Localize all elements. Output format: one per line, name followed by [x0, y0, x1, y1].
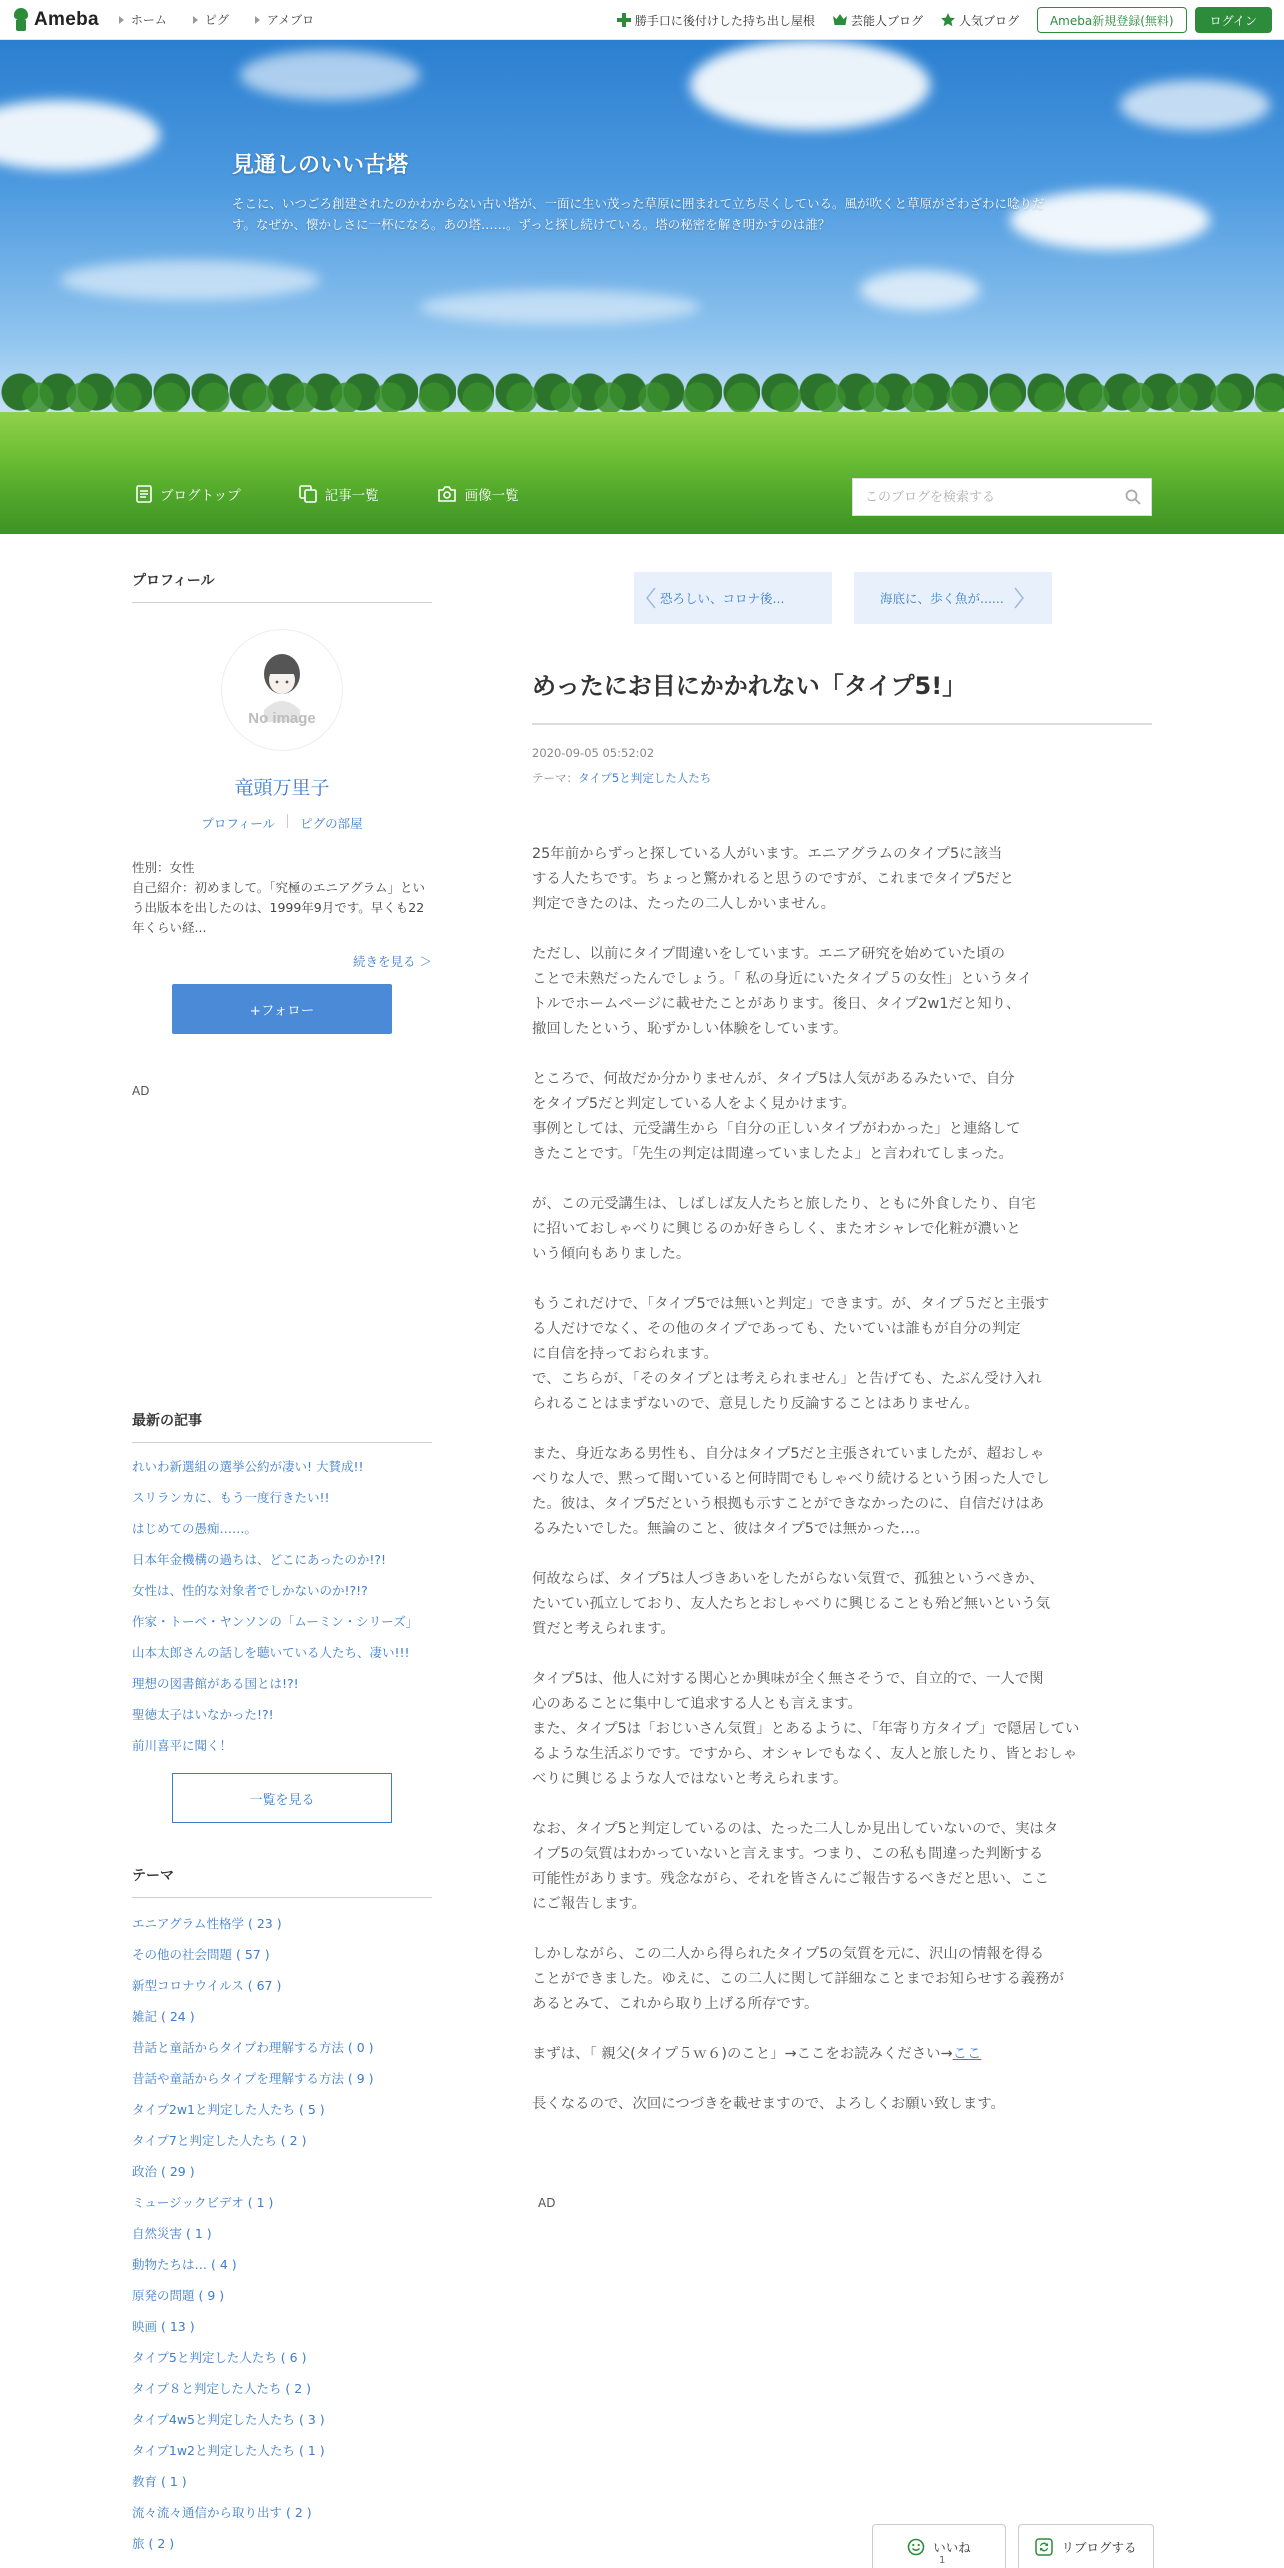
profile-more-link[interactable]: 続きを見る ＞ — [353, 954, 432, 969]
blog-description: そこに、いつごろ創建されたのかわからない古い塔が、一面に生い茂った草原に囲まれて立ち尽くしている。風が吹くと草原がざわざわに唸りだす。なぜか、懐かしさに一杯になる。あの塔……。ずっと探し続けている。塔の秘密を解き明かすのは誰？ — [232, 196, 1045, 232]
entry-line: 事例としては、元受講生から「自分の正しいタイプがわかった」と連絡して — [532, 1121, 1021, 1137]
entry-line: るような生活ぶりです。ですから、オシャレでもなく、友人と旅したり、皆とおしゃ — [532, 1746, 1078, 1762]
entry-line: べりな人で、黙って聞いていると何時間でもしゃべり続けるという困った人でし — [532, 1471, 1050, 1487]
entry-line: 判定できたのは、たったの二人しかいません。 — [532, 896, 836, 912]
theme-link[interactable]: エニアグラム性格学 ( 23 ) — [132, 1916, 282, 1931]
cloud-decoration — [60, 260, 320, 300]
entry-line: トルでホームページに載せたことがあります。後日、タイプ2w1だと知り、 — [532, 996, 1021, 1012]
entry-list-link[interactable] — [299, 484, 379, 504]
recent-entry-link[interactable]: 日本年金機構の過ちは、どこにあったのか!?! — [132, 1552, 387, 1567]
follow-button[interactable]: +フォロー — [172, 984, 392, 1034]
theme-link[interactable]: 教育 ( 1 ) — [132, 2474, 187, 2489]
theme-link[interactable]: 昔話と童話からタイプわ理解する方法 ( 0 ) — [132, 2040, 374, 2055]
main-ad-label: AD — [538, 2196, 556, 2210]
theme-link[interactable]: タイプ7と判定した人たち ( 2 ) — [132, 2133, 307, 2148]
list-all-button[interactable]: 一覧を見る — [172, 1773, 392, 1823]
recent-entry-link[interactable]: はじめての愚痴……。 — [132, 1521, 258, 1536]
entry-paragraph — [532, 1292, 1152, 1417]
theme-link[interactable]: その他の社会問題 ( 57 ) — [132, 1947, 270, 1962]
blog-title-block — [232, 148, 1052, 235]
triangle-right-icon — [193, 16, 198, 24]
entry-paragraph — [532, 1067, 1152, 1167]
theme-link[interactable]: 流々流々通信から取り出す ( 2 ) — [132, 2505, 312, 2520]
entry-line: ただし、以前にタイプ間違いをしています。エニア研究を始めていた頃の — [532, 946, 1006, 962]
blog-top-label: ブログトップ — [160, 488, 241, 504]
ameba-logo-icon — [12, 7, 30, 33]
like-button[interactable] — [872, 2524, 1006, 2568]
entry-line: べりに興じるような人ではないと考えられます。 — [532, 1771, 848, 1787]
recent-entry-link[interactable]: 女性は、性的な対象者でしかないのか!?!? — [132, 1583, 368, 1598]
theme-link[interactable]: 政治 ( 29 ) — [132, 2164, 195, 2179]
entry-pager — [634, 572, 1074, 624]
entry-line: また、身近なある男性も、自分はタイプ5だと主張されていましたが、超おしゃ — [532, 1446, 1045, 1462]
prev-entry-label: 恐ろしい、コロナ後... — [660, 591, 785, 606]
recent-entry-link[interactable]: 山本太郎さんの話しを聴いている人たち、凄い!!! — [132, 1645, 410, 1660]
no-image-avatar-icon — [222, 630, 342, 750]
entry-line: きたことです。「先生の判定は間違っていましたよ」と言われてしまった。 — [532, 1146, 1013, 1162]
entry-theme-label: テーマ： — [532, 771, 578, 785]
theme-link[interactable]: 自然災害 ( 1 ) — [132, 2226, 212, 2241]
entry-line: で、こちらが、「そのタイプとは考えられません」と告げても、たぶん受け入れ — [532, 1371, 1042, 1387]
cloud-decoration — [1120, 80, 1270, 130]
plus-cross-icon — [617, 13, 631, 27]
reblog-button[interactable] — [1018, 2524, 1154, 2568]
chevron-left-icon — [646, 587, 656, 609]
entry-list-label: 記事一覧 — [324, 488, 379, 504]
sidebar-ad-label: AD — [132, 1084, 150, 1098]
document-icon — [136, 485, 152, 503]
entry-line: 撤回したという、恥ずかしい体験をしています。 — [532, 1021, 848, 1037]
like-label: いいね — [933, 2539, 971, 2555]
cloud-decoration — [0, 100, 160, 170]
blog-title[interactable]: 見通しのいい古塔 — [232, 153, 409, 178]
nav-pig[interactable] — [193, 11, 229, 28]
profile-links — [132, 814, 432, 832]
entry-paragraph — [532, 942, 1152, 1042]
entry-paragraph — [532, 1942, 1152, 2017]
entry-actions — [872, 2524, 1154, 2568]
pig-room-link[interactable]: ピグの部屋 — [300, 816, 363, 831]
entry-paragraph — [532, 1817, 1152, 1917]
theme-link[interactable]: 動物たちは… ( 4 ) — [132, 2257, 237, 2272]
profile-section-title: プロフィール — [132, 534, 432, 603]
entry-line: が、この元受講生は、しばしば友人たちと旅したり、ともに外食したり、自宅 — [532, 1196, 1036, 1212]
entry-line: に招いておしゃべりに興じるのか好きらしく、またオシャレで化粧が濃いと — [532, 1221, 1021, 1237]
profile-link[interactable]: プロフィール — [201, 816, 276, 831]
entry-title[interactable]: めったにお目にかかれない「タイプ5!」 — [532, 666, 1152, 725]
recent-entry-link[interactable]: 聖徳太子はいなかった!?! — [132, 1707, 274, 1722]
entry-line: にご報告します。 — [532, 1896, 646, 1912]
entry-line: たいてい孤立しており、友人たちとおしゃべりに興じることも殆ど無いという気 — [532, 1596, 1051, 1612]
entry-line: あるとみて、これから取り上げる所存です。 — [532, 1996, 819, 2012]
camera-icon — [437, 486, 457, 502]
entry-line: なお、タイプ5と判定しているのは、たった二人しか見出していないので、実はタ — [532, 1821, 1059, 1837]
triangle-right-icon — [119, 16, 124, 24]
profile-intro: 自己紹介：初めまして。「究極のエニアグラム」という出版本を出したのは、1999年9月です。早くも22年くらい経... — [132, 880, 426, 935]
smile-icon — [907, 2538, 925, 2556]
nav-home-label: ホーム — [130, 13, 167, 27]
entry-line: るみたいでした。無論のこと、彼はタイプ5では無かった…。 — [532, 1521, 929, 1537]
celebrity-blog-label: 芸能人ブログ — [850, 13, 923, 28]
search-icon[interactable] — [1115, 479, 1151, 515]
cloud-decoration — [860, 270, 980, 310]
entry-line: また、タイプ5は「おじいさん気質」とあるように、「年寄り方タイプ」で隠居してい — [532, 1721, 1080, 1737]
theme-link[interactable]: タイプ2w1と判定した人たち ( 5 ) — [132, 2102, 325, 2117]
entry-line: 心のあることに集中して追求する人とも言えます。 — [532, 1696, 862, 1712]
entry-paragraph — [532, 1442, 1152, 1542]
profile-text — [132, 858, 432, 938]
cloud-decoration — [420, 290, 700, 324]
global-header — [0, 0, 1284, 40]
entry-line: ところで、何故だか分かりませんが、タイプ5は人気があるみたいで、自分 — [532, 1071, 1015, 1087]
global-nav — [119, 11, 340, 28]
entry-paragraph — [532, 842, 1152, 917]
like-count: 1 — [939, 2555, 946, 2566]
entry-line: イプ5の気質はわかっていないと言えます。つまり、この私も間違った判断する — [532, 1846, 1044, 1862]
next-entry-label: 海底に、歩く魚が...... — [880, 591, 1004, 606]
avatar[interactable] — [221, 629, 343, 751]
blog-nav — [0, 454, 1284, 534]
entry-line: ことで未熟だったんでしょう。「 私の身近にいたタイプ５の女性」というタイ — [532, 971, 1033, 987]
nav-home[interactable] — [119, 11, 167, 28]
profile-name[interactable]: 竜頭万里子 — [234, 777, 330, 799]
crown-icon — [833, 14, 847, 26]
theme-link[interactable]: ミュージックビデオ ( 1 ) — [132, 2195, 274, 2210]
entry-theme — [532, 770, 711, 786]
entry-closing: 長くなるので、次回につづきを載せますので、よろしくお願い致します。 — [532, 2096, 1005, 2112]
entry-line: 質だと考えられます。 — [532, 1621, 675, 1637]
theme-link[interactable]: タイプ5と判定した人たち ( 6 ) — [132, 2350, 307, 2365]
theme-list — [132, 1908, 432, 2559]
reblog-label: リブログする — [1061, 2539, 1137, 2555]
theme-link[interactable]: 原発の問題 ( 9 ) — [132, 2288, 225, 2303]
ameba-logo-text: Ameba — [34, 8, 99, 30]
image-list-label: 画像一覧 — [464, 488, 519, 504]
entry-theme-link[interactable]: タイプ5と判定した人たち — [578, 771, 712, 785]
entry-line: タイプ5は、他人に対する関心とか興味が全く無さそうで、自立的で、一人で関 — [532, 1671, 1044, 1687]
popular-blog-link[interactable] — [941, 12, 1019, 29]
nav-ameblo-label: アメブロ — [266, 13, 315, 27]
triangle-right-icon — [255, 16, 260, 24]
blog-top-link[interactable] — [136, 484, 241, 504]
entry-line: 25年前からずっと探している人がいます。エニアグラムのタイプ5に該当 — [532, 846, 1003, 862]
theme-link[interactable]: タイプ1w2と判定した人たち ( 1 ) — [132, 2443, 325, 2458]
entry-date: 2020-09-05 05:52:02 — [532, 746, 655, 760]
entry-inline-link[interactable]: ここ — [952, 2046, 982, 2062]
entry-line: 何故ならば、タイプ5は人づきあいをしたがらない気質で、孤独というべきか、 — [532, 1571, 1044, 1587]
entry-link-prefix: まずは、「 親父(タイプ５ｗ６)のこと」→ここをお読みください→ — [532, 2046, 953, 2062]
celebrity-blog-link[interactable] — [833, 12, 923, 29]
theme-link[interactable]: 昔話や童話からタイプを理解する方法 ( 9 ) — [132, 2071, 374, 2086]
recent-entry-link[interactable]: スリランカに、もう一度行きたい!! — [132, 1490, 330, 1505]
avatar-placeholder-text: No image — [248, 710, 316, 727]
sidebar-ad-slot[interactable] — [132, 1098, 432, 1374]
entry-paragraph — [532, 1192, 1152, 1267]
entry-link-paragraph — [532, 2042, 1152, 2067]
cloud-decoration — [240, 50, 420, 100]
entry-line: をタイプ5だと判定している人をよく見かけます。 — [532, 1096, 856, 1112]
recent-entry-link[interactable]: 前川喜平に聞く！ — [132, 1738, 233, 1753]
entry-line: する人たちです。ちょっと驚かれると思うのですが、これまでタイプ5だと — [532, 871, 1015, 887]
entry-line: る人だけでなく、その他のタイプであっても、たいていは誰もが自分の判定 — [532, 1321, 1021, 1337]
global-header-right — [617, 0, 1272, 40]
cloud-decoration — [690, 40, 930, 130]
theme-link[interactable]: タイプ８と判定した人たち ( 2 ) — [132, 2381, 312, 2396]
recent-entries — [132, 1451, 432, 1761]
entry-line: ことができました。ゆえに、この二人に関して詳細なことまでお知らせする義務が — [532, 1971, 1065, 1987]
entry-line: いう傾向もありました。 — [532, 1246, 691, 1262]
recent-section-title: 最新の記事 — [132, 1374, 432, 1443]
register-button[interactable]: Ameba新規登録(無料) — [1037, 7, 1187, 33]
entry-line: 可能性があります。残念ながら、それを皆さんにご報告するべきだと思い、ここ — [532, 1871, 1049, 1887]
recent-entry-link[interactable]: 理想の図書館がある国とは!?! — [132, 1676, 299, 1691]
reblog-icon — [1035, 2538, 1053, 2556]
theme-link[interactable]: 雑記 ( 24 ) — [132, 2009, 195, 2024]
popular-blog-label: 人気ブログ — [958, 13, 1019, 28]
entry-line: られることはまずないので、意見したり反論することはありません。 — [532, 1396, 979, 1412]
blog-search-input[interactable] — [853, 480, 1115, 514]
nav-ameblo[interactable] — [255, 11, 314, 28]
login-button[interactable]: ログイン — [1195, 7, 1272, 33]
theme-link[interactable]: 新型コロナウイルス ( 67 ) — [132, 1978, 282, 1993]
sidebar — [132, 534, 432, 2559]
next-entry-button[interactable] — [854, 572, 1052, 624]
recent-entry-link[interactable]: 作家・トーベ・ヤンソンの「ムーミン・シリーズ」 — [132, 1614, 419, 1629]
ameba-logo[interactable] — [12, 7, 99, 33]
trend-link-label: 勝手口に後付けした持ち出し屋根 — [634, 13, 815, 28]
nav-pig-label: ピグ — [204, 13, 229, 27]
entry-paragraph — [532, 1567, 1152, 1642]
prev-entry-button[interactable] — [634, 572, 832, 624]
entry-line: しかしながら、この二人から得られたタイプ5の気質を元に、沢山の情報を得る — [532, 1946, 1045, 1962]
copy-icon — [299, 485, 317, 503]
entry-line: もうこれだけで、「タイプ5では無いと判定」できます。が、タイプ５だと主張す — [532, 1296, 1050, 1312]
theme-link[interactable]: 旅 ( 2 ) — [132, 2536, 175, 2551]
entry-paragraph — [532, 1667, 1152, 1792]
entry-body — [532, 842, 1152, 2142]
entry-line: に自信を持っておられます。 — [532, 1346, 718, 1362]
star-icon — [941, 13, 955, 27]
recent-entry-link[interactable]: れいわ新選組の選挙公約が凄い! 大賛成!! — [132, 1459, 364, 1474]
blog-search — [852, 478, 1152, 516]
entry-line: た。彼は、タイプ5だという根拠も示すことができなかったのに、自信だけはあ — [532, 1496, 1045, 1512]
theme-section-title: テーマ — [132, 1823, 432, 1898]
chevron-right-icon — [1014, 587, 1024, 609]
theme-link[interactable]: 映画 ( 13 ) — [132, 2319, 195, 2334]
trend-link[interactable] — [617, 12, 815, 29]
theme-link[interactable]: タイプ4w5と判定した人たち ( 3 ) — [132, 2412, 325, 2427]
profile-gender: 性別：女性 — [132, 860, 195, 875]
image-list-link[interactable] — [437, 484, 519, 504]
